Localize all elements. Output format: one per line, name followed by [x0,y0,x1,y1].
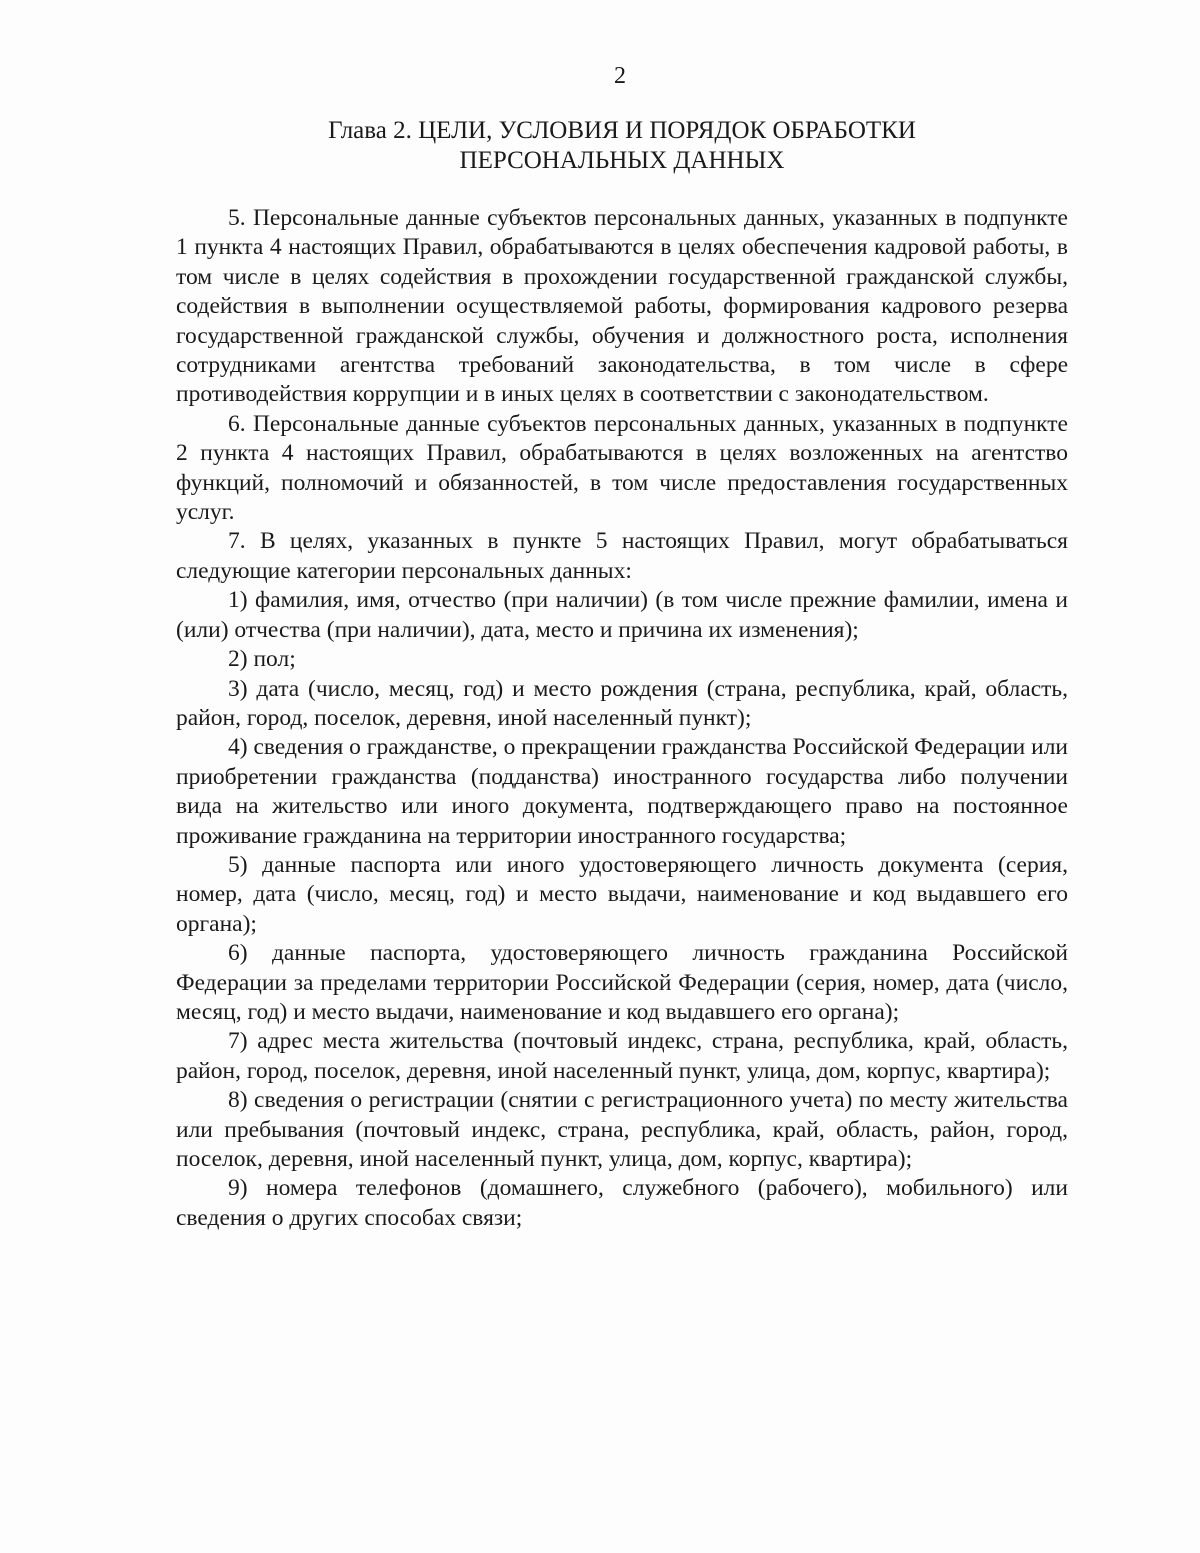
list-item-5: 5) данные паспорта или иного удостоверяющего личность документа (серия, номер, дата (число, месяц, год) и место выдачи, наименование и код выдавшего его органа); [176,851,1068,937]
list-item-4: 4) сведения о гражданстве, о прекращении гражданства Российской Федерации или приобретении гражданства (подданства) иностранного государства либо получении вида на жительство или иного документа, подтверждающего право на постоянное проживание гражданина на территории иностранного государства; [176,734,1069,849]
list-item-7: 7) адрес места жительства (почтовый индекс, страна, республика, край, область, район, город, поселок, деревня, иной населенный пункт, улица, дом, корпус, квартира); [176,1028,1068,1084]
chapter-title [176,116,1068,176]
document-body [176,204,1068,1233]
page-number: 2 [614,63,626,89]
list-item-2: 2) пол; [228,646,296,673]
list-item-9: 9) номера телефонов (домашнего, служебного (рабочего), мобильного) или сведения о других способах связи; [176,1175,1068,1231]
chapter-title-line-1: Глава 2. ЦЕЛИ, УСЛОВИЯ И ПОРЯДОК ОБРАБОТКИ [328,117,916,144]
paragraph-7: 7. В целях, указанных в пункте 5 настоящих Правил, могут обрабатываться следующие категории персональных данных: [176,528,1068,584]
chapter-title-line-2: ПЕРСОНАЛЬНЫХ ДАННЫХ [459,147,785,174]
list-item-1: 1) фамилия, имя, отчество (при наличии) (в том числе прежние фамилии, имена и (или) отчества (при наличии), дата, место и причина их изменения); [176,587,1068,643]
list-item-3: 3) дата (число, месяц, год) и место рождения (страна, республика, край, область, район, город, поселок, деревня, иной населенный пункт); [176,675,1068,731]
paragraph-5: 5. Персональные данные субъектов персональных данных, указанных в подпункте 1 пункта 4 настоящих Правил, обрабатываются в целях обеспечения кадровой работы, в том числе в целях содействия в прохождении государственной гражданской службы, содействия в выполнении осуществляемой работы, формирования кадрового резерва государственной гражданской службы, обучения и должностного роста, исполнения сотрудниками агентства требований законодательства, в том числе в сфере противодействия коррупции и в иных целях в соответствии с законодательством. [176,205,1068,408]
list-item-8: 8) сведения о регистрации (снятии с регистрационного учета) по месту жительства или пребывания (почтовый индекс, страна, республика, край, область, район, город, поселок, деревня, иной населенный пункт, улица, дом, корпус, квартира); [176,1087,1068,1172]
list-item-6: 6) данные паспорта, удостоверяющего личность гражданина Российской Федерации за пределами территории Российской Федерации (серия, номер, дата (число, месяц, год) и место выдачи, наименование и код выдавшего его органа); [176,940,1068,1025]
paragraph-6: 6. Персональные данные субъектов персональных данных, указанных в подпункте 2 пункта 4 настоящих Правил, обрабатываются в целях возложенных на агентство функций, полномочий и обязанностей, в том числе предоставления государственных услуг. [176,410,1068,526]
